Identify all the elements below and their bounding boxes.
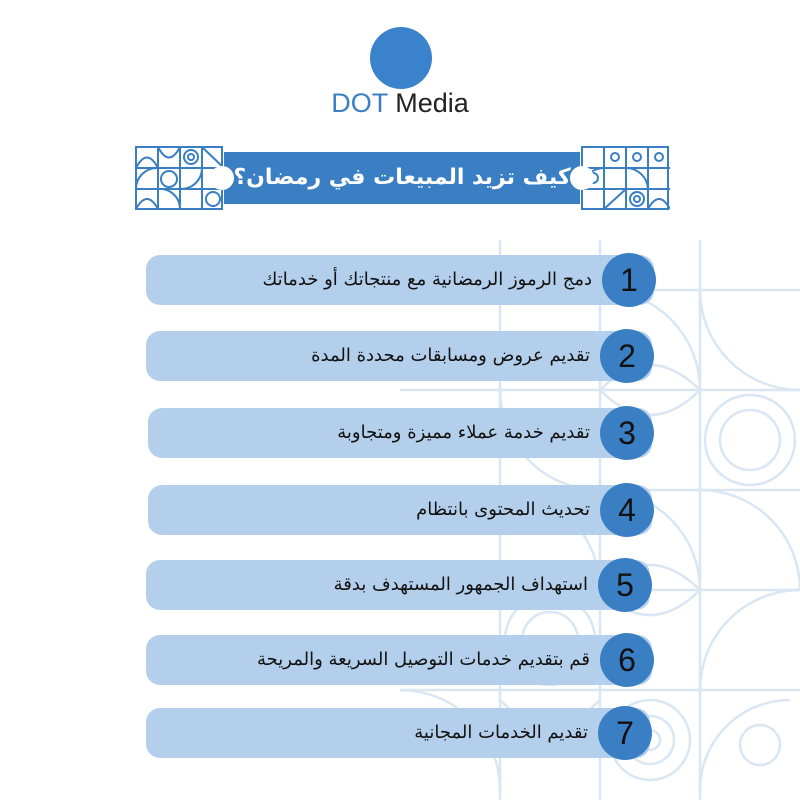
list-item xyxy=(146,635,652,685)
list-item xyxy=(146,708,650,758)
list-item-text: قم بتقديم خدمات التوصيل السريعة والمريحة xyxy=(257,649,590,670)
list-item-text: تحديث المحتوى بانتظام xyxy=(416,499,590,520)
list-item-text: دمج الرموز الرمضانية مع منتجاتك أو خدماتك xyxy=(262,269,592,290)
list-item xyxy=(148,408,652,458)
brand-name-dot: DOT xyxy=(331,88,388,118)
list-item-number-badge: 5 xyxy=(598,558,652,612)
list-item-number-badge: 6 xyxy=(600,633,654,687)
list-item-text: استهداف الجمهور المستهدف بدقة xyxy=(333,574,588,595)
page-title: كيف تزيد المبيعات في رمضان؟ xyxy=(233,165,571,190)
list-item-text: تقديم الخدمات المجانية xyxy=(414,722,588,743)
list-item xyxy=(146,255,654,305)
list-item xyxy=(148,485,652,535)
list-item-number-badge: 2 xyxy=(600,329,654,383)
list-item-number-badge: 4 xyxy=(600,483,654,537)
list-item-number-badge: 7 xyxy=(598,706,652,760)
brand-name-media: Media xyxy=(395,88,469,118)
list-item xyxy=(146,560,650,610)
list-item xyxy=(146,331,652,381)
list-item-text: تقديم خدمة عملاء مميزة ومتجاوبة xyxy=(337,422,590,443)
list-item-text: تقديم عروض ومسابقات محددة المدة xyxy=(311,345,590,366)
list-item-number-badge: 1 xyxy=(602,253,656,307)
list-item-number-badge: 3 xyxy=(600,406,654,460)
